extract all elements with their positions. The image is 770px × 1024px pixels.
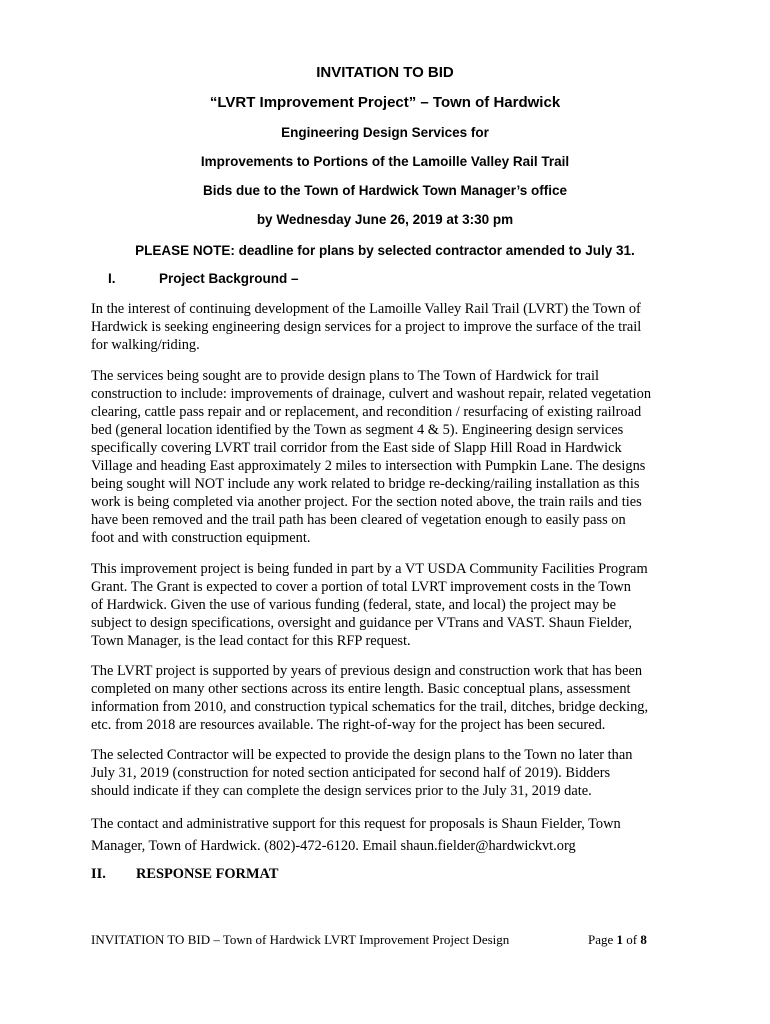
page-prefix: Page <box>588 932 617 947</box>
section-heading: RESPONSE FORMAT <box>136 866 279 882</box>
text-line: Grant. The Grant is expected to cover a portion of total LVRT improvement costs in the Town <box>91 579 631 595</box>
text-line: Hardwick is seeking engineering design services for a project to improve the surface of the trail <box>91 319 642 335</box>
footer-title: INVITATION TO BID – Town of Hardwick LVRT Improvement Project Design <box>91 932 510 947</box>
text-line: The services being sought are to provide design plans to The Town of Hardwick for trail <box>91 368 599 384</box>
project-name: “LVRT Improvement Project” – Town of Hardwick <box>209 94 561 111</box>
text-line: information from 2010, and construction typical schematics for the trail, ditches, bridge decking, <box>91 699 649 715</box>
page-separator: of <box>623 932 641 947</box>
text-line: have been removed and the trail path has been cleared of vegetation enough to easily pass on <box>91 512 626 528</box>
text-line: Village and heading East approximately 2 miles to intersection with Pumpkin Lane. The designs <box>91 458 646 474</box>
subtitle-line: Engineering Design Services for <box>281 125 489 140</box>
text-line: specifically covering LVRT trail corridor from the East side of Slapp Hill Road in Hardwick <box>91 440 622 456</box>
paragraph-prior-work <box>91 662 681 734</box>
paragraph-background-intro <box>91 300 681 354</box>
text-line: In the interest of continuing development of the Lamoille Valley Rail Trail (LVRT) the Town of <box>91 301 641 317</box>
text-line: subject to design specifications, oversight and guidance per VTrans and VAST. Shaun Fielder, <box>91 615 632 631</box>
document-title: INVITATION TO BID <box>316 64 454 81</box>
deadline-note: PLEASE NOTE: deadline for plans by selected contractor amended to July 31. <box>135 243 635 258</box>
text-line: The contact and administrative support for this request for proposals is Shaun Fielder, Town <box>91 816 621 832</box>
text-line: foot and with construction equipment. <box>91 530 311 546</box>
section-number: I. <box>108 271 116 286</box>
text-line: July 31, 2019 (construction for noted section anticipated for second half of 2019). Bidders <box>91 765 611 781</box>
subtitle-line: Bids due to the Town of Hardwick Town Manager’s office <box>202 183 568 198</box>
section-heading: Project Background – <box>159 271 299 286</box>
page-number <box>588 932 647 948</box>
text-line: Manager, Town of Hardwick. (802)-472-6120. Email shaun.fielder@hardwickvt.org <box>91 838 576 854</box>
paragraph-contact <box>91 813 681 857</box>
text-line: bed (general location identified by the Town as segment 4 & 5). Engineering design services <box>91 422 624 438</box>
text-line: should indicate if they can complete the design services prior to the July 31, 2019 date. <box>91 783 592 799</box>
text-line: completed on many other sections across its entire length. Basic conceptual plans, assessment <box>91 681 631 697</box>
text-line: This improvement project is being funded in part by a VT USDA Community Facilities Program <box>91 561 648 577</box>
paragraph-services <box>91 367 681 547</box>
page-current: 1 <box>616 932 624 947</box>
text-line: for walking/riding. <box>91 337 200 353</box>
text-line: etc. from 2018 are resources available. The right-of-way for the project has been secured. <box>91 717 606 733</box>
text-line: work is being completed via another project. For the section noted above, the train rails and ties <box>91 494 642 510</box>
due-date-line: by Wednesday June 26, 2019 at 3:30 pm <box>256 212 514 227</box>
text-line: The selected Contractor will be expected to provide the design plans to the Town no later than <box>91 747 633 763</box>
section-number: II. <box>91 866 106 882</box>
subtitle-line: Improvements to Portions of the Lamoille Valley Rail Trail <box>200 154 570 169</box>
text-line: construction to include: improvements of drainage, culvert and washout repair, related vegetation <box>91 386 652 402</box>
text-line: The LVRT project is supported by years of previous design and construction work that has been <box>91 663 643 679</box>
text-line: being sought will NOT include any work related to bridge re-decking/railing installation as this <box>91 476 640 492</box>
paragraph-schedule <box>91 746 681 800</box>
paragraph-funding <box>91 560 681 650</box>
text-line: of Hardwick. Given the use of various funding (federal, state, and local) the project may be <box>91 597 617 613</box>
text-line: Town Manager, is the lead contact for this RFP request. <box>91 633 411 649</box>
page-total: 8 <box>640 932 647 947</box>
text-line: clearing, cattle pass repair and or replacement, and recondition / resurfacing of existing railroad <box>91 404 642 420</box>
